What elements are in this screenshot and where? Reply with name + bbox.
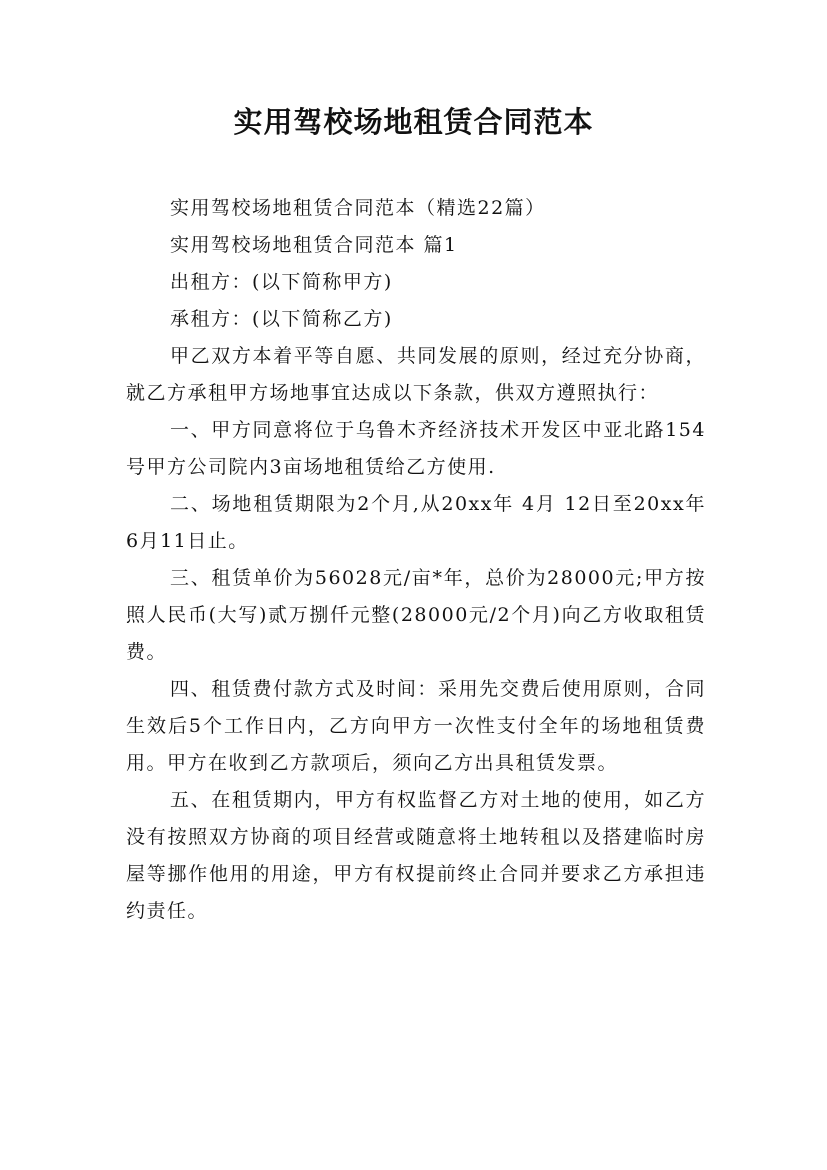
clause-5: 五、在租赁期内，甲方有权监督乙方对土地的使用，如乙方没有按照双方协商的项目经营或随意将土地转租以及搭建临时房屋等挪作他用的用途，甲方有权提前终止合同并要求乙方承担违约责任。 xyxy=(126,789,706,922)
clause-4: 四、租赁费付款方式及时间：采用先交费后使用原则，合同生效后5个工作日内，乙方向甲方一次性支付全年的场地租赁费用。甲方在收到乙方款项后，须向乙方出具租赁发票。 xyxy=(126,678,706,774)
lessor-line: 出租方：(以下简称甲方) xyxy=(170,271,393,293)
lessee-line: 承租方：(以下简称乙方) xyxy=(170,308,393,330)
clause-2: 二、场地租赁期限为2个月,从20xx年 4月 12日至20xx年6月11日止。 xyxy=(126,493,706,552)
section-heading: 实用驾校场地租赁合同范本 篇1 xyxy=(170,234,458,256)
preamble-paragraph: 甲乙双方本着平等自愿、共同发展的原则，经过充分协商，就乙方承租甲方场地事宜达成以下条款，供双方遵照执行： xyxy=(126,345,706,404)
clause-3: 三、租赁单价为56028元/亩*年，总价为28000元;甲方按照人民币(大写)贰万捌仟元整(28000元/2个月)向乙方收取租赁费。 xyxy=(126,567,706,663)
document-body xyxy=(126,190,706,930)
subtitle-paragraph: 实用驾校场地租赁合同范本（精选22篇） xyxy=(170,197,546,219)
document-title: 实用驾校场地租赁合同范本 xyxy=(233,105,594,139)
clause-1: 一、甲方同意将位于乌鲁木齐经济技术开发区中亚北路154号甲方公司院内3亩场地租赁给乙方使用. xyxy=(126,419,706,478)
